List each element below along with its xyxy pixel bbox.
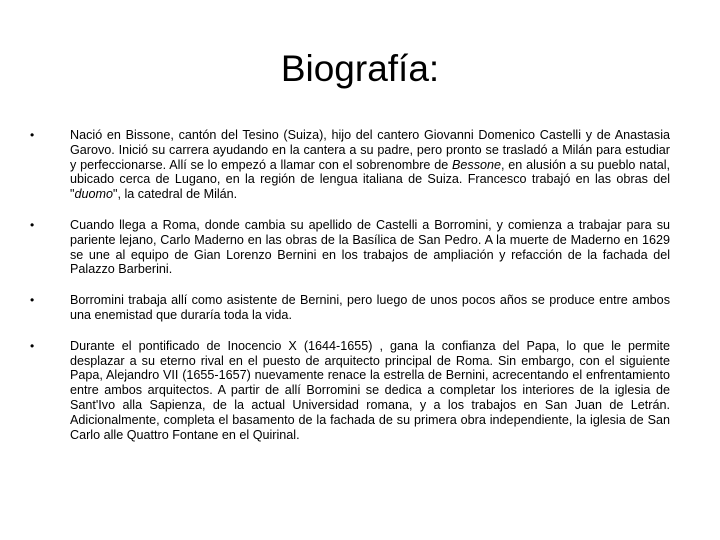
bullet-item — [30, 128, 670, 202]
bullet-item — [30, 339, 670, 443]
slide-title: Biografía: — [280, 48, 440, 89]
bullet-text: , en alusión a su pueblo natal, ubicado cerca de Lugano, en la región de lengua italiana de Suiza. Francesco trabajó en las obras del " — [70, 157, 670, 202]
bullet-text: Nació en Bissone, cantón del Tesino (Suiza), hijo del cantero Giovanni Domenico Castelli y de Anastasia Garovo. Inició su carrera ayudando en la cantera a su padre, pero pronto se trasladó a Milán para estudiar y perfeccionarse. Allí se lo empezó a llamar con el sobrenombre de — [70, 128, 670, 172]
bullet-dot-icon: • — [30, 217, 35, 232]
bullet-text: Cuando llega a Roma, donde cambia su apellido de Castelli a Borromini, y comienza a trabajar para su pariente lejano, Carlo Maderno en las obras de la Basílica de San Pedro. A la muerte de Maderno en 1629 se une al equipo de Gian Lorenzo Bernini en los trabajos de ampliación y refacción de la fachada del Palazzo Barberini. — [70, 217, 670, 277]
italic-text: duomo — [74, 187, 113, 202]
bullet-item — [30, 218, 670, 277]
bullet-text: Durante el pontificado de Inocencio X (1644-1655) , gana la confianza del Papa, lo que le permite desplazar a su eterno rival en el puesto de arquitecto principal de Roma. Sin embargo, con el siguiente Papa, Alejandro VII (1655-1657) nuevamente renace la estrella de Bernini, acrecentando el enfrentamiento entre ambos arquitectos. A partir de allí Borromini se dedica a completar los interiores de la iglesia de Sant'Ivo alla Sapienza, de la actual Universidad romana, y a los trabajos en San Juan de Letrán. Adicionalmente, completa el basamento de la fachada de su primera obra independiente, la iglesia de San Carlo alle Quattro Fontane en el Quirinal. — [70, 338, 670, 442]
bullet-dot-icon: • — [30, 293, 35, 308]
bullet-dot-icon: • — [30, 338, 35, 353]
bullet-item — [30, 293, 670, 323]
bullet-dot-icon: • — [30, 128, 35, 142]
bullet-list — [30, 128, 670, 458]
bullet-text: ", la catedral de Milán. — [113, 187, 238, 202]
bullet-text: Borromini trabaja allí como asistente de Bernini, pero luego de unos pocos años se produce entre ambos una enemistad que duraría toda la vida. — [70, 293, 670, 322]
italic-text: Bessone — [452, 157, 502, 172]
